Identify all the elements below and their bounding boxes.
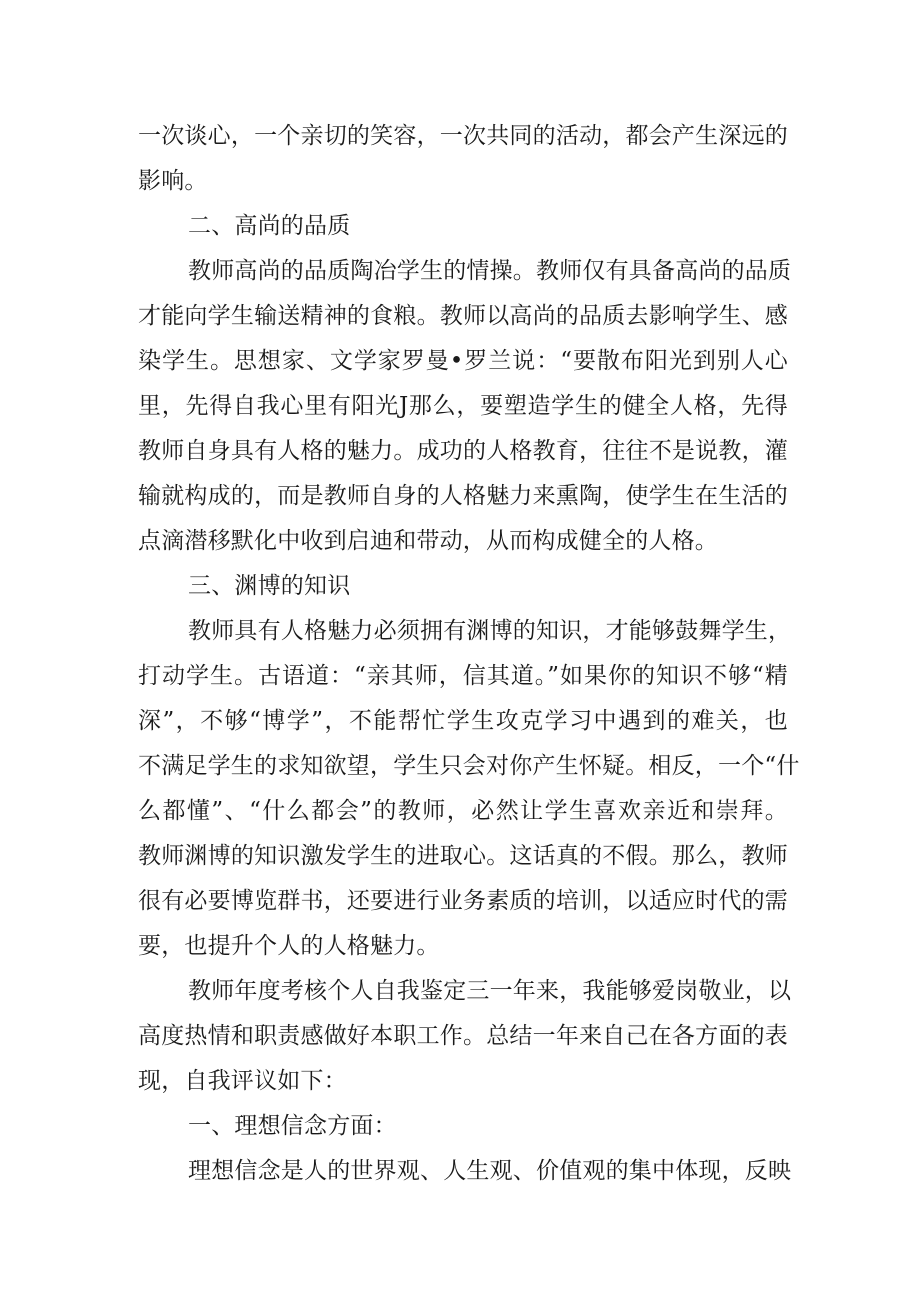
text-line: 一、理想信念方面： [188, 1113, 397, 1139]
text-line: 二、高尚的品质 [188, 213, 351, 239]
text-line: 教师自身具有人格的魅力。成功的人格教育，往往不是说教，灌 [138, 438, 788, 464]
text-line: 很有必要博览群书，还要进行业务素质的培训，以适应时代的需 [138, 888, 788, 914]
text-line: 三、渊博的知识 [188, 573, 351, 599]
text-line: 点滴潜移默化中收到启迪和带动，从而构成健全的人格。 [138, 528, 718, 554]
text-line: 一次谈心，一个亲切的笑容，一次共同的活动，都会产生深远的 [138, 123, 788, 149]
text-line: 染学生。思想家、文学家罗曼•罗兰说：“要散布阳光到别人心 [138, 348, 788, 374]
text-line: 输就构成的，而是教师自身的人格魅力来熏陶，使学生在生活的 [138, 483, 788, 509]
text-line: 么都懂”、“什么都会”的教师，必然让学生喜欢亲近和崇拜。 [138, 798, 788, 824]
document-body [138, 114, 800, 1194]
text-line: 教师高尚的品质陶冶学生的情操。教师仅有具备高尚的品质 [188, 258, 792, 284]
text-line: 打动学生。古语道：“亲其师，信其道。”如果你的知识不够“精 [138, 663, 788, 689]
text-line: 深”，不够“博学”，不能帮忙学生攻克学习中遇到的难关，也 [138, 708, 788, 734]
text-line: 影响。 [138, 168, 208, 194]
text-line: 理想信念是人的世界观、人生观、价值观的集中体现，反映 [188, 1158, 792, 1184]
text-line: 现，自我评议如下： [138, 1068, 347, 1094]
text-line: 教师年度考核个人自我鉴定三一年来，我能够爱岗敬业，以 [188, 978, 792, 1004]
text-line: 教师具有人格魅力必须拥有渊博的知识，才能够鼓舞学生， [188, 618, 792, 644]
text-line: 要，也提升个人的人格魅力。 [138, 933, 440, 959]
text-line: 教师渊博的知识激发学生的进取心。这话真的不假。那么，教师 [138, 843, 788, 869]
text-line: 才能向学生输送精神的食粮。教师以高尚的品质去影响学生、感 [138, 303, 788, 329]
text-line: 不满足学生的求知欲望，学生只会对你产生怀疑。相反，一个“什 [138, 753, 800, 779]
text-line: 高度热情和职责感做好本职工作。总结一年来自己在各方面的表 [138, 1023, 788, 1049]
text-line: 里，先得自我心里有阳光J那么，要塑造学生的健全人格，先得 [138, 393, 788, 419]
